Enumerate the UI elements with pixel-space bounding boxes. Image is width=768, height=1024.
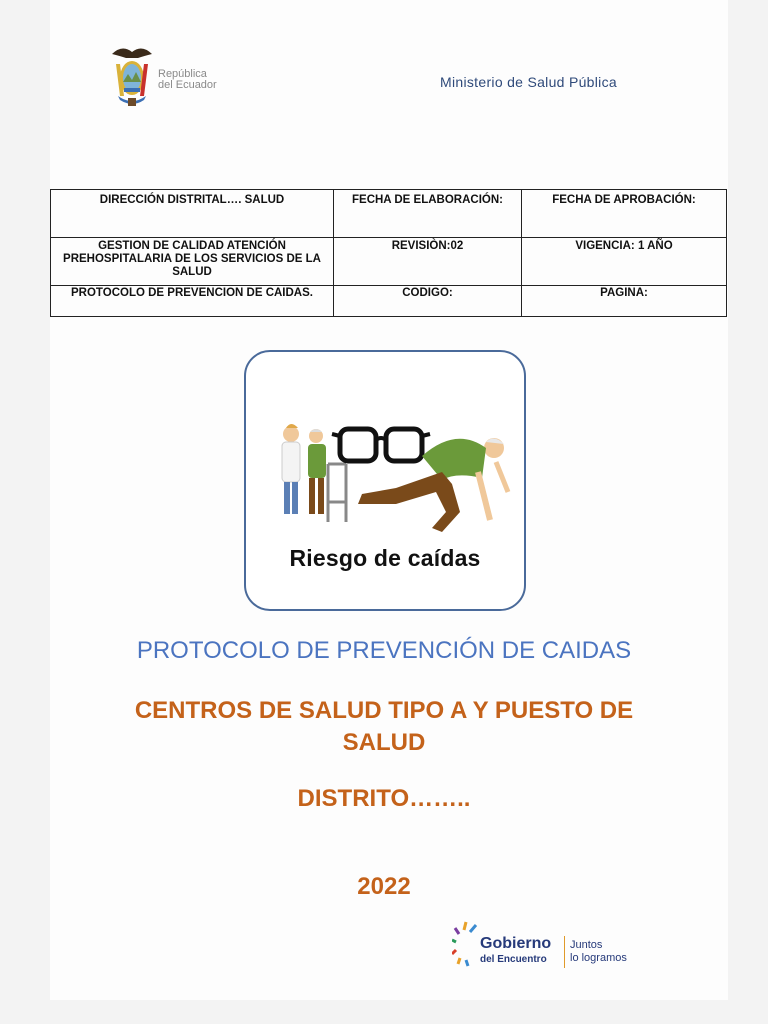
ministry-name: Ministerio de Salud Pública: [440, 74, 617, 90]
fall-risk-illustration: [244, 350, 526, 611]
gobierno-burst-icon: [452, 918, 480, 974]
country-name: [158, 69, 217, 91]
slogan-line-2: lo logramos: [570, 952, 627, 964]
table-cell: FECHA DE APROBACIÓN:: [522, 190, 727, 238]
republica-logo: [108, 44, 238, 110]
table-cell: PROTOCOLO DE PREVENCION DE CAIDAS.: [51, 286, 334, 317]
district-title: DISTRITO……..: [297, 785, 471, 812]
table-row: [51, 286, 727, 317]
table-cell: FECHA DE ELABORACIÓN:: [334, 190, 522, 238]
protocol-title: PROTOCOLO DE PREVENCIÓN DE CAIDAS: [136, 637, 632, 664]
year-title: 2022: [357, 873, 411, 900]
table-cell: CODIGO:: [334, 286, 522, 317]
table-row: [51, 190, 727, 238]
document-control-table: [50, 189, 727, 317]
table-cell: DIRECCIÓN DISTRITAL…. SALUD: [51, 190, 334, 238]
brand-subtitle: del Encuentro: [480, 954, 547, 965]
country-line-1: República: [158, 68, 207, 80]
brand-name: Gobierno: [480, 935, 552, 952]
illustration-caption: Riesgo de caídas: [289, 545, 481, 571]
table-cell: GESTION DE CALIDAD ATENCIÓN PREHOSPITALARIA DE LOS SERVICIOS DE LA SALUD: [51, 238, 334, 286]
coat-of-arms-icon: [108, 44, 156, 110]
country-line-2: del Ecuador: [158, 79, 217, 91]
brand-slogan: [570, 939, 627, 965]
gobierno-logo: [452, 918, 652, 974]
table-cell: PAGINA:: [522, 286, 727, 317]
centers-subtitle: CENTROS DE SALUD TIPO A Y PUESTO DE SALUD: [134, 697, 634, 756]
logo-divider: [564, 936, 565, 968]
table-cell: REVISIÒN:02: [334, 238, 522, 286]
table-row: [51, 238, 727, 286]
table-cell: VIGENCIA: 1 AÑO: [522, 238, 727, 286]
slogan-line-1: Juntos: [570, 939, 603, 951]
